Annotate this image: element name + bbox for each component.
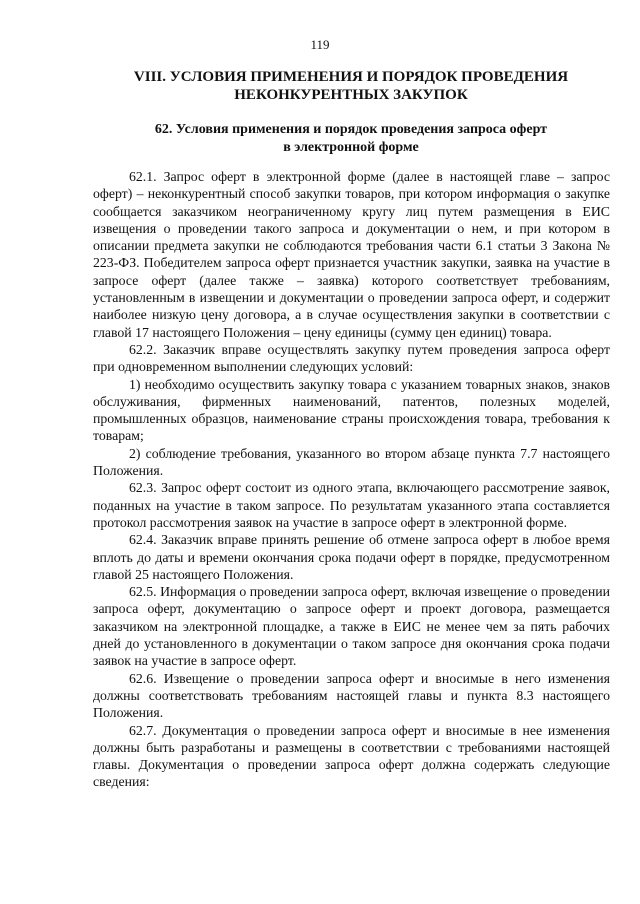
chapter-title [96, 68, 606, 104]
paragraph-62-4: 62.4. Заказчик вправе принять решение об отмене запроса оферт в любое время вплоть до даты и времени окончания срока подачи оферт в порядке, предусмотренном главой 25 настоящего Положения. [93, 532, 610, 582]
chapter-title-line-2: НЕКОНКУРЕНТНЫХ ЗАКУПОК [234, 87, 468, 103]
section-title [96, 121, 606, 157]
section-title-line-2: в электронной форме [283, 140, 419, 155]
list-item-1: 1) необходимо осуществить закупку товара с указанием товарных знаков, знаков обслуживания, фирменных наименований, патентов, полезных моделей, промышленных образцов, наименование страны происхождения товара, требования к товарам; [93, 376, 610, 444]
paragraph-62-3: 62.3. Запрос оферт состоит из одного этапа, включающего рассмотрение заявок, поданных на участие в таком запросе. По результатам указанного этапа составляется протокол рассмотрения заявок на участие в запросе оферт в электронной форме. [93, 480, 610, 530]
page-number: 119 [310, 37, 330, 52]
paragraph-62-2: 62.2. Заказчик вправе осуществлять закупку путем проведения запроса оферт при одновременном выполнении следующих условий: [93, 341, 610, 375]
paragraph-62-5: 62.5. Информация о проведении запроса оферт, включая извещение о проведении запроса оферт, документацию о запросе оферт и проект договора, размещается заказчиком на электронной площадке, а также в ЕИС не менее чем за пять рабочих дней до установленного в документации о таком запросе дня окончания срока подачи заявок на участие в запросе оферт. [93, 584, 610, 669]
section-title-line-1: 62. Условия применения и порядок проведения запроса оферт [154, 122, 548, 137]
chapter-title-line-1: VIII. УСЛОВИЯ ПРИМЕНЕНИЯ И ПОРЯДОК ПРОВЕДЕНИЯ [133, 69, 569, 85]
paragraph-62-1: 62.1. Запрос оферт в электронной форме (далее в настоящей главе – запрос оферт) – неконкурентный способ закупки товаров, при котором информация о закупке сообщается заказчиком неограниченному кругу лиц путем размещения в ЕИС извещения о проведении такого запроса и документации о нем, и при котором в описании предмета закупки не соблюдаются требования части 6.1 статьи 3 Закона № 223-ФЗ. Победителем запроса оферт признается участник закупки, заявка на участие в запросе оферт (далее также – заявка) которого соответствует требованиям, установленным в извещении и документации о проведении запроса оферт, и содержит наиболее низкую цену договора, а в случае осуществления закупки в соответствии с главой 17 настоящего Положения – цену единицы (сумму цен единиц) товара. [93, 169, 610, 340]
list-item-2: 2) соблюдение требования, указанного во втором абзаце пункта 7.7 настоящего Положения. [93, 445, 610, 479]
paragraph-62-7: 62.7. Документация о проведении запроса оферт и вносимые в нее изменения должны быть разработаны и размещены в соответствии с требованиями настоящей главы. Документация о проведении запроса оферт должна содержать следующие сведения: [93, 722, 610, 790]
document-body [93, 168, 610, 791]
paragraph-62-6: 62.6. Извещение о проведении запроса оферт и вносимые в него изменения должны соответствовать требованиям настоящей главы и пункта 8.3 настоящего Положения. [93, 670, 610, 721]
